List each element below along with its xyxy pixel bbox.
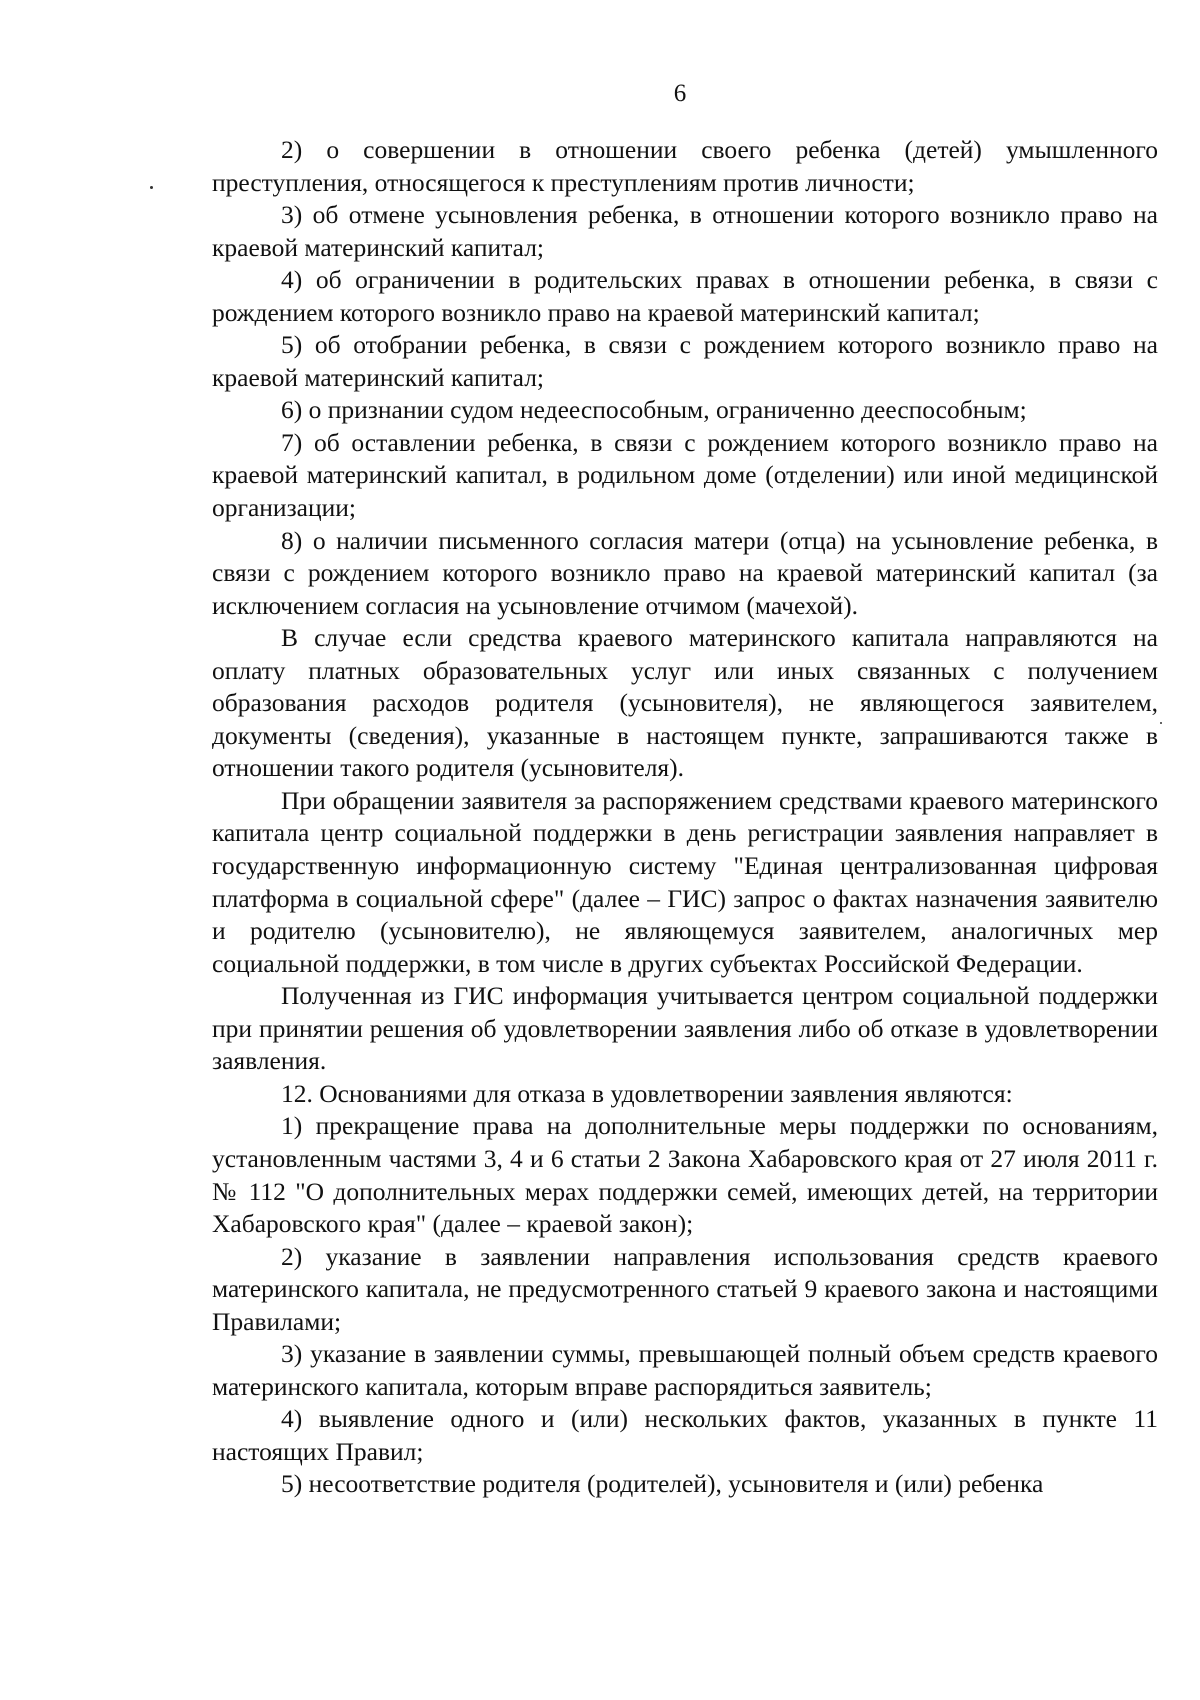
paragraph: 6) о признании судом недееспособным, ограниченно дееспособным; <box>281 395 1027 425</box>
paragraph: 2) указание в заявлении направления использования средств краевого материнского капитала, не предусмотренного статьей 9 краевого закона и настоящими Правилами; <box>212 1241 1158 1336</box>
paragraph: При обращении заявителя за распоряжением средствами краевого материнского капитала центр социальной поддержки в день регистрации заявления направляет в государственную информационную систему "Единая централизованная цифровая платформа в социальной сфере" (далее – ГИС) запрос о фактах назначения заявителю и родителю (усыновителю), не являющемуся заявителем, аналогичных мер социальной поддержки, в том числе в других субъектах Российской Федерации. <box>212 785 1158 978</box>
paragraph: 5) несоответствие родителя (родителей), усыновителя и (или) ребенка <box>281 1469 1044 1499</box>
page-number: 6 <box>673 80 687 107</box>
paragraph: 4) об ограничении в родительских правах в отношении ребенка, в связи с рождением которого возникло право на краевой материнский капитал; <box>212 265 1158 327</box>
paragraph: 12. Основаниями для отказа в удовлетворении заявления являются: <box>281 1078 1013 1108</box>
paragraph: Полученная из ГИС информация учитывается центром социальной поддержки при принятии решения об удовлетворении заявления либо об отказе в удовлетворении заявления. <box>212 981 1158 1076</box>
paragraph: 1) прекращение права на дополнительные меры поддержки по основаниям, установленным частями 3, 4 и 6 статьи 2 Закона Хабаровского края от 27 июля 2011 г. № 112 "О дополнительных мерах поддержки семей, имеющих детей, на территории Хабаровского края" (далее – краевой закон); <box>212 1111 1158 1239</box>
paragraph: 5) об отобрании ребенка, в связи с рождением которого возникло право на краевой материнский капитал; <box>212 330 1158 392</box>
paragraph: 8) о наличии письменного согласия матери (отца) на усыновление ребенка, в связи с рождением которого возникло право на краевой материнский капитал (за исключением согласия на усыновление отчимом (мачехой). <box>212 525 1158 620</box>
paragraph: 3) об отмене усыновления ребенка, в отношении которого возникло право на краевой материнский капитал; <box>212 200 1158 262</box>
paragraph: 2) о совершении в отношении своего ребенка (детей) умышленного преступления, относящегося к преступлениям против личности; <box>212 135 1158 197</box>
paragraph: 3) указание в заявлении суммы, превышающей полный объем средств краевого материнского капитала, которым вправе распорядиться заявитель; <box>212 1339 1158 1401</box>
paragraph: 7) об оставлении ребенка, в связи с рождением которого возникло право на краевой материнский капитал, в родильном доме (отделении) или иной медицинской организации; <box>212 427 1158 523</box>
scan-speck <box>150 186 153 189</box>
scan-speck <box>1160 722 1162 724</box>
document-body <box>212 134 1158 1501</box>
paragraph: В случае если средства краевого материнского капитала направляются на оплату платных образовательных услуг или иных связанных с получением образования расходов родителя (усыновителя), не являющегося заявителем, документы (сведения), указанные в настоящем пункте, запрашиваются также в отношении такого родителя (усыновителя). <box>212 623 1158 783</box>
paragraph: 4) выявление одного и (или) нескольких фактов, указанных в пункте 11 настоящих Правил; <box>212 1404 1158 1466</box>
